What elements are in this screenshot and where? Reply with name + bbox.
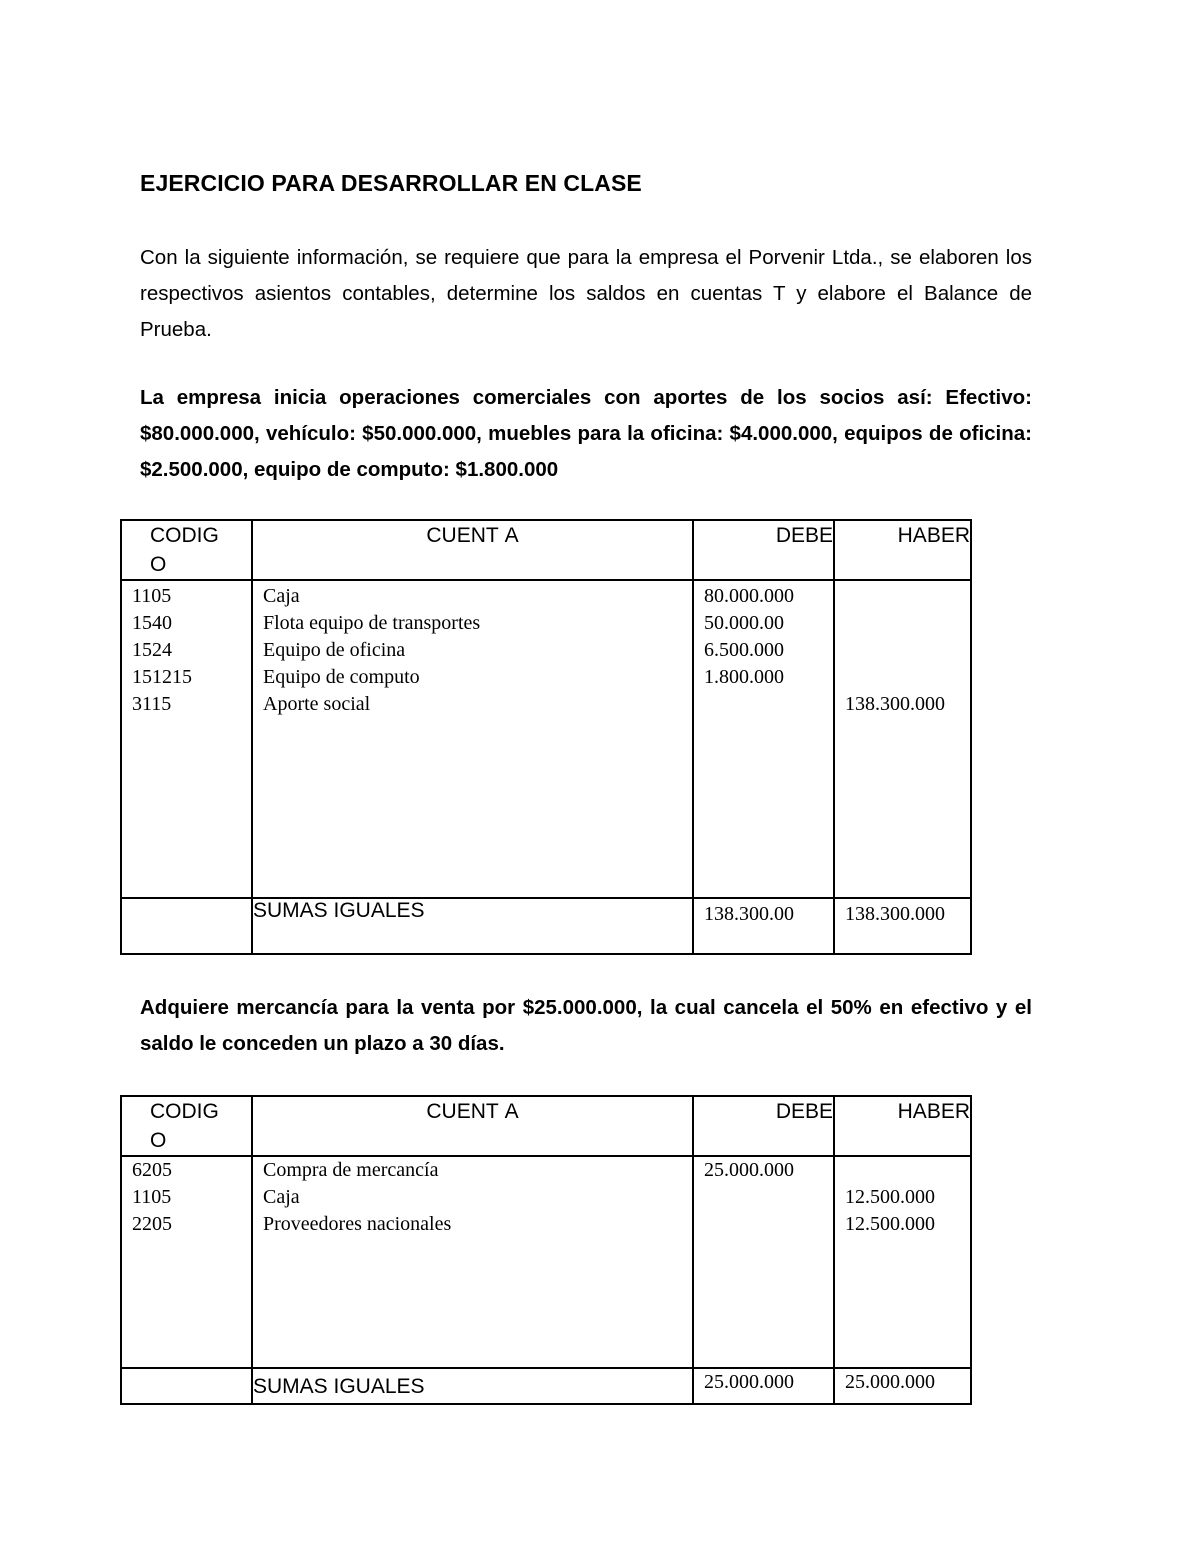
account-cell: Equipo de oficina — [263, 639, 406, 661]
code-cell: 151215 — [132, 666, 192, 688]
code-cell: 1105 — [132, 1186, 172, 1208]
code-column — [121, 580, 252, 898]
credit-cell: 138.300.000 — [845, 693, 945, 715]
debit-column — [693, 1156, 834, 1368]
header-account: CUENT A — [252, 520, 693, 580]
journal-header-row — [121, 1096, 971, 1156]
debit-cell: 1.800.000 — [704, 666, 784, 688]
code-cell: 2205 — [132, 1213, 172, 1235]
total-credit: 138.300.000 — [834, 898, 971, 954]
header-credit: HABER — [834, 1096, 971, 1156]
code-cell: 3115 — [132, 693, 172, 715]
account-cell: Caja — [263, 585, 300, 607]
account-cell: Aporte social — [263, 693, 371, 715]
header-debit: DEBE — [693, 520, 834, 580]
account-cell: Flota equipo de transportes — [263, 612, 481, 634]
journal-table-2 — [120, 1095, 972, 1405]
credit-column — [834, 580, 971, 898]
statement-2: Adquiere mercancía para la venta por $25.000.000, la cual cancela el 50% en efectivo y el saldo le conceden un plazo a 30 días. — [140, 996, 1032, 1055]
journal-body-row — [121, 1156, 971, 1368]
total-debit: 138.300.00 — [693, 898, 834, 954]
journal-body-row — [121, 580, 971, 898]
totals-label: SUMAS IGUALES — [252, 1368, 693, 1404]
account-cell: Equipo de computo — [263, 666, 420, 688]
header-code: CODIG O — [121, 1096, 252, 1156]
header-code: CODIG O — [121, 520, 252, 580]
header-account: CUENT A — [252, 1096, 693, 1156]
journal-table-1 — [120, 519, 972, 955]
debit-cell: 6.500.000 — [704, 639, 784, 661]
debit-cell: 80.000.000 — [704, 585, 794, 607]
journal-header-row — [121, 520, 971, 580]
document-title: EJERCICIO PARA DESARROLLAR EN CLASE — [140, 170, 642, 196]
account-column — [252, 580, 693, 898]
code-cell: 6205 — [132, 1159, 172, 1181]
account-cell: Proveedores nacionales — [263, 1213, 452, 1235]
statement-1: La empresa inicia operaciones comerciales con aportes de los socios así: Efectivo: $80.000.000, vehículo: $50.000.000, muebles para la oficina: $4.000.000, equipos de oficina: $2.500.000, equipo de computo: $1.800.000 — [140, 386, 1032, 481]
totals-empty-cell — [121, 1368, 252, 1404]
totals-empty-cell — [121, 898, 252, 954]
debit-cell: 50.000.00 — [704, 612, 784, 634]
code-cell: 1524 — [132, 639, 172, 661]
account-column — [252, 1156, 693, 1368]
journal-totals-row — [121, 898, 971, 954]
totals-label: SUMAS IGUALES — [252, 898, 693, 954]
intro-paragraph: Con la siguiente información, se requiere que para la empresa el Porvenir Ltda., se elaboren los respectivos asientos contables, determine los saldos en cuentas T y elabore el Balance de Prueba. — [140, 246, 1032, 341]
total-credit: 25.000.000 — [834, 1368, 971, 1404]
header-debit: DEBE — [693, 1096, 834, 1156]
account-cell: Caja — [263, 1186, 300, 1208]
credit-cell: 12.500.000 — [845, 1186, 935, 1208]
code-cell: 1105 — [132, 585, 172, 607]
journal-totals-row — [121, 1368, 971, 1404]
credit-column — [834, 1156, 971, 1368]
code-column — [121, 1156, 252, 1368]
code-cell: 1540 — [132, 612, 172, 634]
total-debit: 25.000.000 — [693, 1368, 834, 1404]
account-cell: Compra de mercancía — [263, 1159, 439, 1181]
debit-column — [693, 580, 834, 898]
credit-cell: 12.500.000 — [845, 1213, 935, 1235]
debit-cell: 25.000.000 — [704, 1159, 794, 1181]
header-credit: HABER — [834, 520, 971, 580]
